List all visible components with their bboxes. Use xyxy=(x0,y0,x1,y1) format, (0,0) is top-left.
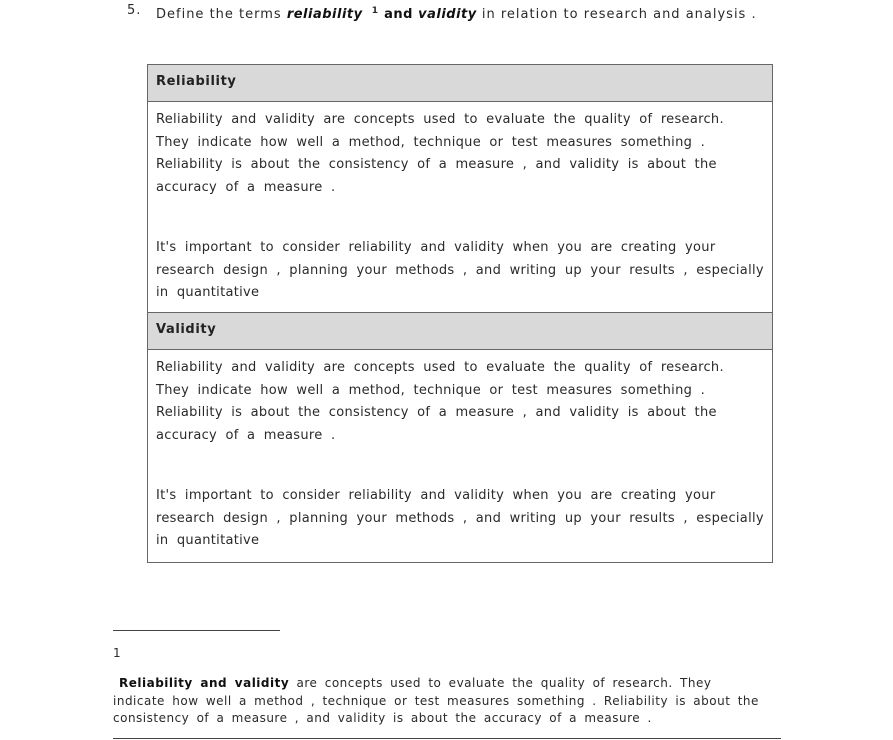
section-body xyxy=(148,350,772,562)
question-number: 5. xyxy=(127,3,142,18)
footnote-number: 1 xyxy=(113,646,121,660)
question-text xyxy=(156,0,766,26)
footnote-reference[interactable]: 1 xyxy=(371,6,380,16)
footnote-lead: Reliability and validity xyxy=(119,676,290,690)
footnote-text xyxy=(113,675,763,728)
question-conjunction: and xyxy=(384,7,413,22)
section-paragraph: Reliability and validity are concepts used to evaluate the quality of research. They indicate how well a method, technique or test measures something . Reliability is about the consistency of a measure , and validity is about the accuracy of a measure . xyxy=(156,112,724,195)
reliability-section xyxy=(147,64,773,314)
section-paragraph: It's important to consider reliability and validity when you are creating your research design , planning your methods , and writing up your results , especially in quantitative xyxy=(156,240,764,300)
section-body xyxy=(148,102,772,313)
term-reliability: reliability xyxy=(286,7,363,22)
question-suffix: in relation to research and analysis . xyxy=(481,7,757,22)
footnote-body: are concepts used to evaluate the quality of research. They indicate how well a method , technique or test measures something . Reliability is about the consistency of a measure , and validity is about the accuracy of a measure . xyxy=(113,676,759,725)
validity-section xyxy=(147,312,773,563)
section-heading: Reliability xyxy=(148,65,772,102)
page-bottom-rule xyxy=(113,738,781,739)
term-validity: validity xyxy=(418,7,477,22)
footnote-separator xyxy=(113,630,280,631)
section-paragraph: It's important to consider reliability and validity when you are creating your research design , planning your methods , and writing up your results , especially in quantitative xyxy=(156,488,764,548)
section-heading: Validity xyxy=(148,313,772,350)
question-prefix: Define the terms xyxy=(156,7,282,22)
section-paragraph: Reliability and validity are concepts used to evaluate the quality of research. They indicate how well a method, technique or test measures something . Reliability is about the consistency of a measure , and validity is about the accuracy of a measure . xyxy=(156,360,724,443)
